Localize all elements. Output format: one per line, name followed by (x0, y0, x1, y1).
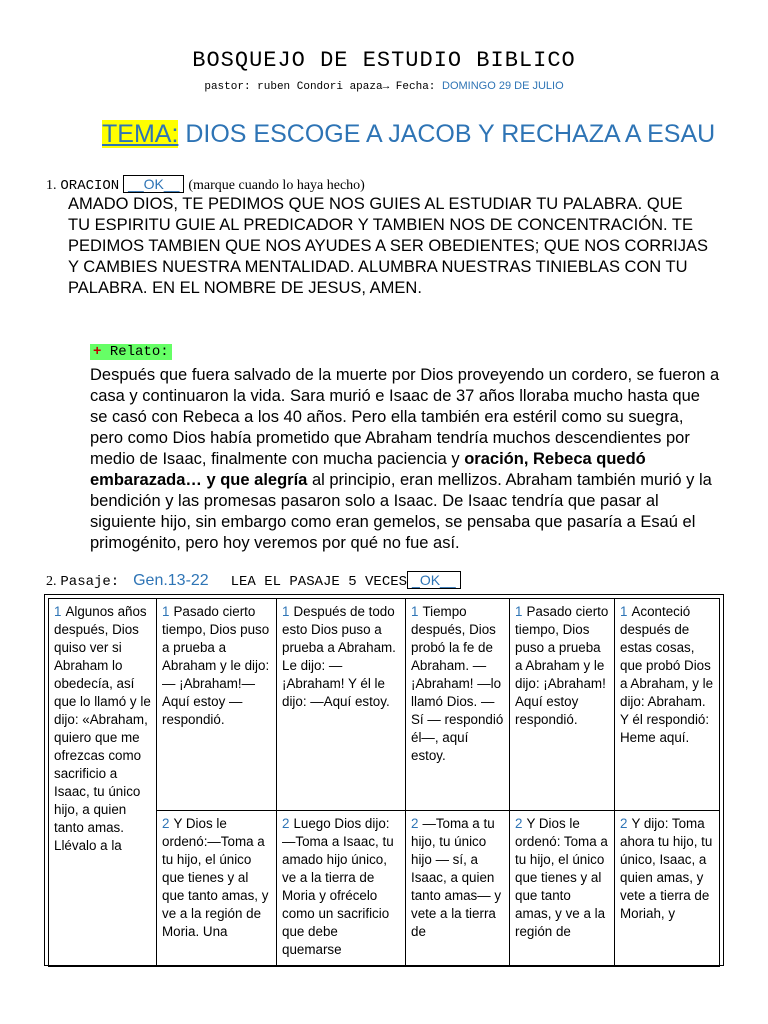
version-cell (510, 811, 615, 967)
verse-text: —Toma a tu hijo, tu único hijo — sí, a Isaac, a quien tanto amas— y vete a la tierra de (411, 816, 502, 939)
verse-text: Después de todo esto Dios puso a prueba a Abraham. Le dijo: —¡Abraham! Y él le dijo: —Aquí estoy. (282, 604, 396, 709)
version-cell (49, 599, 157, 967)
verse-text: Luego Dios dijo: —Toma a Isaac, tu amado hijo único, ve a la tierra de Moria y ofrécelo como un sacrificio que debe quemarse (282, 816, 394, 957)
verse-text: Aconteció después de estas cosas, que probó Dios a Abraham, y le dijo: Abraham. Y él respondió: Heme aquí. (620, 604, 714, 745)
fecha-value: DOMINGO 29 DE JULIO (442, 80, 564, 92)
version-cell (615, 599, 720, 811)
tema-label: TEMA: (102, 120, 179, 148)
tema-heading (102, 120, 715, 149)
oracion-hint: (marque cuando lo haya hecho) (188, 178, 365, 193)
arrow-icon: → (382, 81, 390, 93)
verse-text: Y dijo: Toma ahora tu hijo, tu único, Isaac, a quien amas, y vete a tierra de Moriah, y (620, 816, 713, 921)
bible-versions-table (44, 594, 724, 966)
version-cell (157, 599, 277, 811)
fecha-label: Fecha: (389, 81, 442, 93)
version-cell (277, 811, 406, 967)
verse-number: 1 (162, 604, 170, 619)
oracion-label: ORACION (60, 178, 120, 194)
pasaje-instruction: LEA EL PASAJE 5 VECES (230, 574, 408, 590)
plus-icon: + (93, 344, 102, 360)
oracion-line (46, 176, 365, 194)
relato-body (90, 365, 720, 554)
verse-number: 1 (54, 604, 62, 619)
version-cell (277, 599, 406, 811)
version-cell (615, 811, 720, 967)
document-title: BOSQUEJO DE ESTUDIO BIBLICO (192, 48, 576, 73)
pasaje-label: Pasaje: (60, 574, 120, 590)
verse-text: Algunos años después, Dios quiso ver si Abraham lo obedecía, así que lo llamó y le dijo: «Abraham, quiero que me ofrezcas como sacrificio a Isaac, tu único hijo, a quien tanto amas. Llévalo a la (54, 604, 151, 853)
pasaje-line (46, 572, 461, 590)
verse-text: Y Dios le ordenó: Toma a tu hijo, el único que tienes y al que tanto amas, y ve a la región de (515, 816, 608, 939)
pastor-name: pastor: ruben Condori apaza (204, 81, 383, 93)
relato-label (90, 344, 172, 360)
verse-number: 1 (282, 604, 290, 619)
oracion-ok-checkbox[interactable]: __OK__ (123, 175, 184, 193)
verse-text: Pasado cierto tiempo, Dios puso a prueba a Abraham y le dijo:— ¡Abraham!— Aquí estoy — respondió. (162, 604, 270, 727)
verse-number: 1 (411, 604, 419, 619)
pasaje-ok-checkbox[interactable]: _OK__ (407, 571, 461, 589)
tema-text: DIOS ESCOGE A JACOB Y RECHAZA A ESAU (178, 120, 716, 148)
oracion-body: AMADO DIOS, TE PEDIMOS QUE NOS GUIES AL ESTUDIAR TU PALABRA. QUE TU ESPIRITU GUIE AL PREDICADOR Y TAMBIEN NOS DE CONCENTRACIÓN. TE PEDIMOS TAMBIEN QUE NOS AYUDES A SER OBEDIENTES; QUE NOS CORRIJAS Y CAMBIES NUESTRA MENTALIDAD. ALUMBRA NUESTRAS TINIEBLAS CON TU PALABRA. EN EL NOMBRE DE JESUS, AMEN. (68, 195, 708, 297)
document-meta (0, 80, 768, 93)
verse-text: Tiempo después, Dios probó la fe de Abraham. —¡Abraham! —lo llamó Dios. —Sí — respondió él—, aquí estoy. (411, 604, 504, 763)
oracion-number: 1. (46, 178, 57, 193)
pasaje-reference: Gen.13-22 (133, 572, 209, 589)
verse-number: 1 (620, 604, 628, 619)
version-cell (406, 599, 510, 811)
verse-number: 2 (620, 816, 628, 831)
relato-text-part1: Después que fuera salvado de la muerte por Dios proveyendo un cordero, se fueron a casa y continuaron la vida. Sara murió e Isaac de 37 años lloraba mucho hasta que se casó con Rebeca a los 40 años. Pero ella también era estéril como su suegra, pero como Dios había prometido que Abraham tendría muchos descendientes por medio de Isaac, finalmente con mucha paciencia y (90, 366, 720, 468)
verse-text: Y Dios le ordenó:—Toma a tu hijo, el único que tienes y al que tanto amas, y ve a la región de Moria. Una (162, 816, 269, 939)
verse-number: 2 (411, 816, 419, 831)
verse-number: 2 (515, 816, 523, 831)
version-cell (510, 599, 615, 811)
version-cell (406, 811, 510, 967)
verse-number: 2 (282, 816, 290, 831)
verse-number: 2 (162, 816, 170, 831)
relato-text-bold: oración, Rebeca quedó embarazada… y que alegría (90, 450, 646, 489)
verse-text: Pasado cierto tiempo, Dios puso a prueba a Abraham y le dijo: ¡Abraham! Aquí estoy respondió. (515, 604, 609, 727)
relato-text-part2: al principio, eran mellizos. Abraham también murió y la bendición y las promesas pasaron solo a Isaac. De Isaac tendría que pasar al siguiente hijo, sin embargo como eran gemelos, se pensaba que pasaría a Esaú el primogénito, pero hoy veremos por qué no fue así. (90, 471, 712, 552)
verse-number: 1 (515, 604, 523, 619)
relato-label-text: Relato: (109, 344, 169, 360)
pasaje-number: 2. (46, 574, 57, 589)
version-cell (157, 811, 277, 967)
